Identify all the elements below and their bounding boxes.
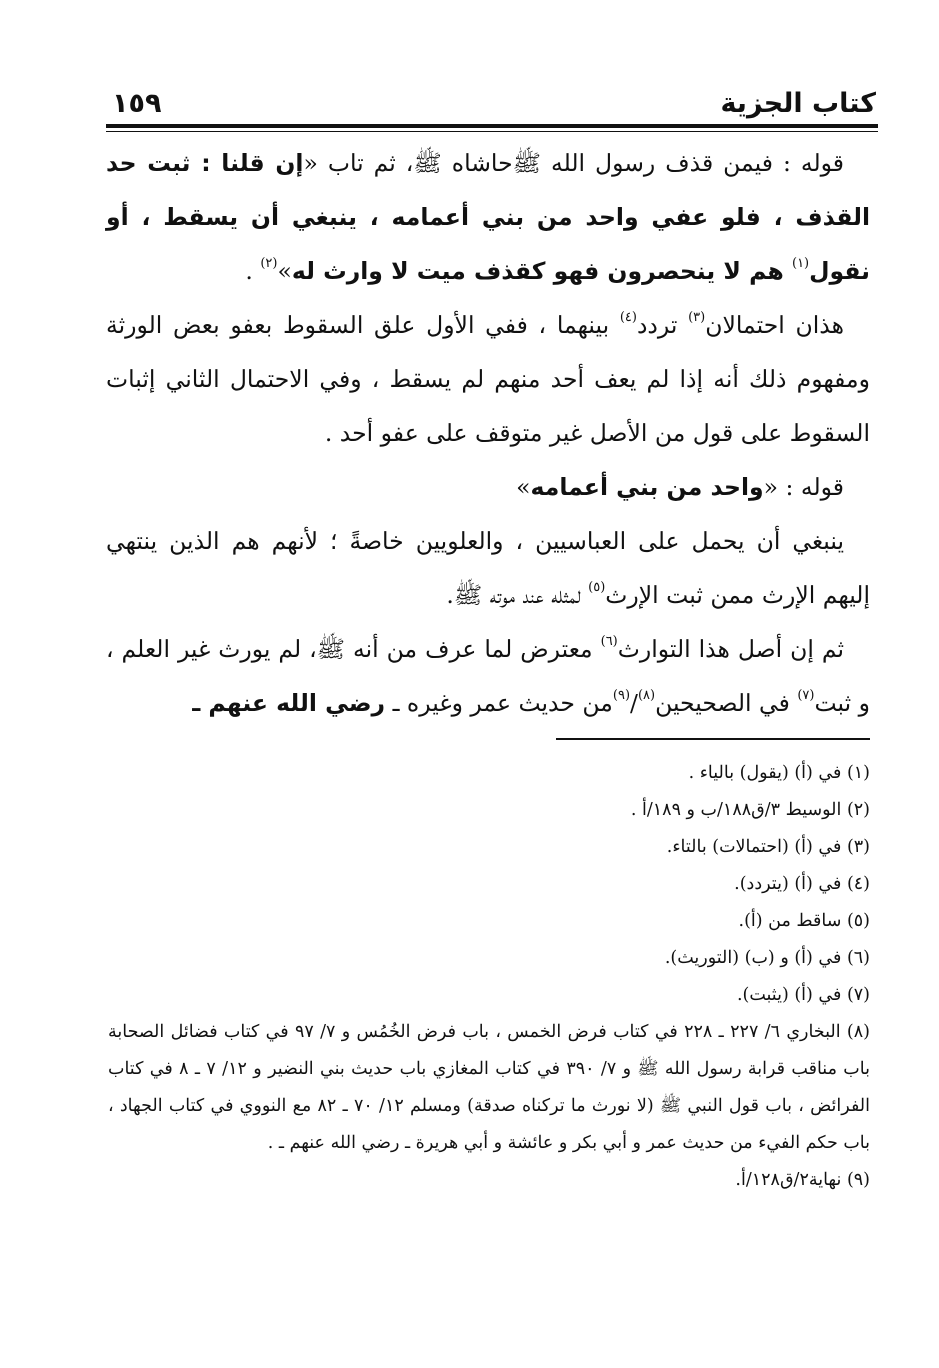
paragraph-3: قوله : «واحد من بني أعمامه» (516, 473, 844, 501)
header-rule-thick (106, 124, 878, 128)
footnote-text: البخاري ٦/ ٢٢٧ ـ ٢٢٨ في كتاب فرض الخمس ، باب فرض الخُمُس و ٧/ ٩٧ في كتاب فضائل الصحابة باب مناقب قرابة رسول الله ﷺ و ٧/ ٣٩٠ في كتاب المغازي باب حديث بني النضير و ١٢/ ٧ ـ ٨ في كتاب الفرائض ، باب قول النبي ﷺ (لا نورث ما تركناه صدقة) ومسلم ١٢/ ٧٠ ـ ٨٢ مع النووي في كتاب الجهاد ، باب حكم الفيء من حديث عمر و أبي بكر و عائشة و أبي هريرة ـ رضي الله عنهم ـ . (108, 1022, 870, 1153)
footnote-list (108, 755, 870, 1199)
bold-quote: إن قلنا : ثبت حد القذف ، فلو عفي واحد من بني أعمامه ، ينبغي أن يسقط ، أو نقول (106, 149, 870, 285)
footnote-item (108, 903, 870, 940)
footnote-ref-5: (٥) (588, 580, 606, 595)
bold-quote: واحد من بني أعمامه (530, 473, 764, 501)
footnote-item (108, 940, 870, 977)
footnote-number: (٨) (846, 1022, 870, 1042)
footnote-number: (١) (846, 763, 870, 783)
footnote-text: في (أ) (يثبت). (736, 985, 847, 1005)
footnote-ref-3: (٣) (688, 310, 706, 325)
footnote-number: (٦) (846, 948, 870, 968)
footnote-text: في (أ) (يتردد). (734, 874, 847, 894)
footnote-text: نهاية٢/ق١٢٨/أ. (735, 1170, 847, 1190)
footnotes (108, 755, 870, 1199)
footnote-ref-2: (٢) (260, 256, 278, 271)
footnote-number: (٣) (846, 837, 870, 857)
footnote-text: الوسيط ٣/ق١٨٨/ب و ١٨٩/أ . (630, 800, 847, 820)
footnote-separator (556, 738, 870, 740)
bold-honorific: رضي الله عنهم ـ (192, 689, 386, 717)
page-number: ١٥٩ (112, 88, 162, 119)
footnote-item (108, 755, 870, 792)
footnote-item (108, 792, 870, 829)
footnote-text: ساقط من (أ). (738, 911, 847, 931)
footnote-number: (٤) (846, 874, 870, 894)
footnote-item (108, 1162, 870, 1199)
footnote-text: في (أ) (يقول) بالياء . (688, 763, 847, 783)
paragraph-1: قوله : فيمن قذف رسول الله ﷺحاشاه ﷺ، ثم تاب «إن قلنا : ثبت حد القذف ، فلو عفي واحد من بني أعمامه ، ينبغي أن يسقط ، أو نقول$^{(١)}$ هم لا ينحصرون فهو كقذف ميت لا وارث له»$^{(٢)}$ . (106, 149, 870, 285)
main-text (106, 136, 870, 730)
footnote-ref-9: (٩) (612, 688, 631, 703)
page-header (108, 86, 876, 126)
footnote-ref-4: (٤) (619, 310, 637, 325)
paragraph-2: هذان احتمالان$^{(٣)}$ تردد$^{(٤)}$ بينهما ، ففي الأول علق السقوط بعفو بعض الورثة ومفهوم ذلك أنه إذا لم يعف أحد منهم لم يسقط ، وفي الاحتمال الثاني إثبات السقوط على قول من الأصل غير متوقف على عفو أحد . (106, 310, 870, 447)
footnote-ref-7: (٧) (797, 688, 815, 703)
paragraph-4: ينبغي أن يحمل على العباسيين ، والعلويين خاصةً ؛ لأنهم هم الذين ينتهي إليهم الإرث ممن ثبت الإرث$^{(٥)}$ لمثله عند موته ﷺ. (106, 527, 870, 609)
paragraph-5: ثم إن أصل هذا التوارث$^{(٦)}$ معترض لما عرف من أنه ﷺ، لم يورث غير العلم ، و ثبت$^{(٧)}$ في الصحيحين$^{(٨)}$/$^{(٩)}$من حديث عمر وغيره ـ رضي الله عنهم ـ (106, 634, 870, 717)
footnote-number: (٩) (846, 1170, 870, 1190)
header-rule-thin (106, 131, 878, 132)
footnote-number: (٥) (846, 911, 870, 931)
footnote-text: في (أ) (احتمالات) بالتاء. (666, 837, 847, 857)
footnote-ref-1: (١) (791, 256, 810, 271)
running-title: كتاب الجزية (720, 88, 876, 119)
footnote-number: (٢) (846, 800, 870, 820)
footnote-text: في (أ) و (ب) (التوريث). (664, 948, 847, 968)
footnote-item (108, 1014, 870, 1162)
footnote-ref-8: (٨) (637, 688, 656, 703)
footnote-item (108, 829, 870, 866)
footnote-item (108, 977, 870, 1014)
footnote-item (108, 866, 870, 903)
bold-quote: هم لا ينحصرون فهو كقذف ميت لا وارث له (291, 257, 792, 285)
footnote-ref-6: (٦) (600, 634, 618, 649)
footnote-number: (٧) (846, 985, 870, 1005)
